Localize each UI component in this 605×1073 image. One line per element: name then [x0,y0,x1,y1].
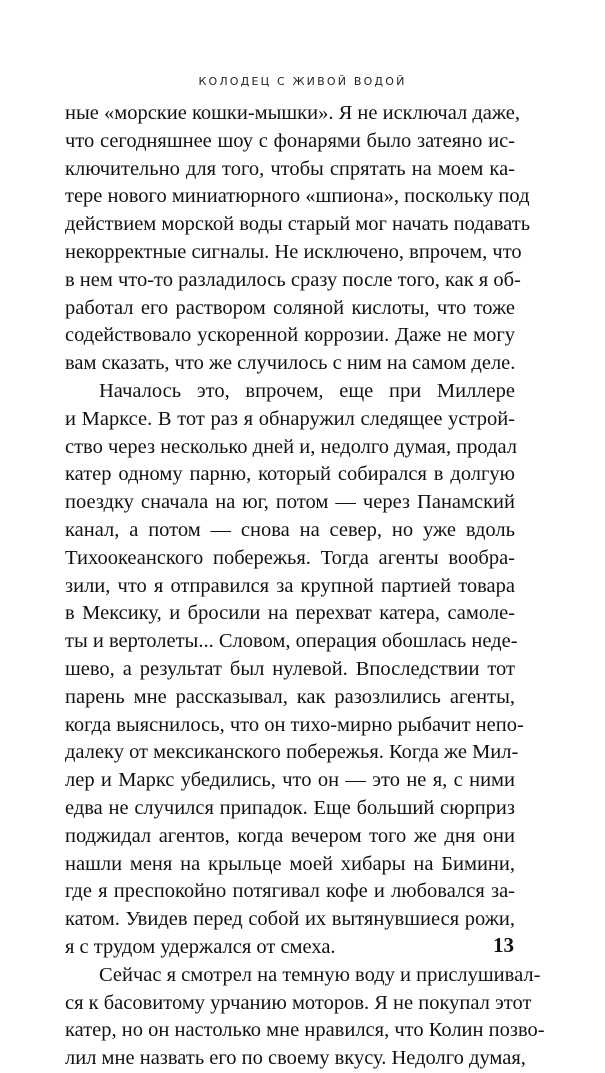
text-line: и Марксе. В тот раз я обнаружил следящее устрой- [65,407,515,430]
text-line: поджидал агентов, когда вечером того же дня они [65,824,515,847]
text-line: тере нового миниатюрного «шпиона», поскольку под [65,185,530,208]
text-line: канал, а потом — снова на север, но уже вдоль [65,518,515,541]
text-line: шево, а результат был нулевой. Впоследствии тот [65,657,515,680]
text-line: Сейчас я смотрел на темную воду и прислушивал- [99,963,541,986]
text-line: лер и Маркс убедились, что он — это не я, с ними [65,769,515,792]
text-line: Началось это, впрочем, еще при Миллере [99,379,515,402]
text-line: вам сказать, что же случилось с ним на самом деле. [65,352,516,375]
text-line: катер одному парню, который собирался в долгую [65,463,515,486]
text-line: ты и вертолеты... Словом, операция обошлась неде- [65,630,518,653]
text-line: действием морской воды старый мог начать подавать [65,213,531,236]
paragraph [65,100,531,378]
text-line: едва не случился припадок. Еще больший сюрприз [65,796,515,819]
text-line: далеку от мексиканского побережья. Когда же Мил- [65,741,519,764]
text-line: когда выяснилось, что он тихо-мирно рыбачит непо- [65,713,524,736]
text-line: парень мне рассказывал, как разозлились агенты, [65,685,515,708]
running-head: КОЛОДЕЦ С ЖИВОЙ ВОДОЙ [198,75,407,88]
text-line: в Мексику, и бросили на перехват катера, самоле- [65,602,515,625]
paragraph [65,962,545,1073]
page-number: 13 [493,933,514,957]
text-line: работал его раствором соляной кислоты, что тоже [65,296,515,319]
text-line: ся к басовитому урчанию моторов. Я не покупал этот [65,991,532,1014]
text-line: Тихоокеанского побережья. Тогда агенты вообра- [65,546,515,569]
text-line: ные «морские кошки-мышки». Я не исключал даже, [65,102,520,124]
text-line: я с трудом удержался от смеха. [65,935,336,958]
text-line: некорректные сигналы. Не исключено, впрочем, что [65,240,522,263]
text-line: нашли меня на крыльце моей хибары на Бимини, [65,852,515,875]
text-line: ключительно для того, чтобы спрятать на моем ка- [65,157,515,180]
text-line: катом. Увидев перед собой их вытянувшиеся рожи, [65,908,515,931]
text-line: в нем что-то разладилось сразу после того, как я об- [65,268,521,291]
text-line: зили, что я отправился за крупной партией товара [65,574,515,597]
text-line: катер, но он настолько мне нравился, что Колин позво- [65,1019,545,1042]
text-line: ство через несколько дней и, недолго думая, продал [65,435,518,458]
text-line: лил мне назвать его по своему вкусу. Недолго думая, [65,1047,526,1070]
text-line: поездку сначала на юг, потом — через Панамский [65,491,515,514]
paragraph [65,378,524,962]
text-line: где я преспокойно потягивал кофе и любовался за- [65,880,515,903]
body-text [65,100,545,1073]
text-line: содействовало ускоренной коррозии. Даже не могу [65,324,515,347]
text-line: что сегодняшнее шоу с фонарями было затеяно ис- [65,129,515,152]
